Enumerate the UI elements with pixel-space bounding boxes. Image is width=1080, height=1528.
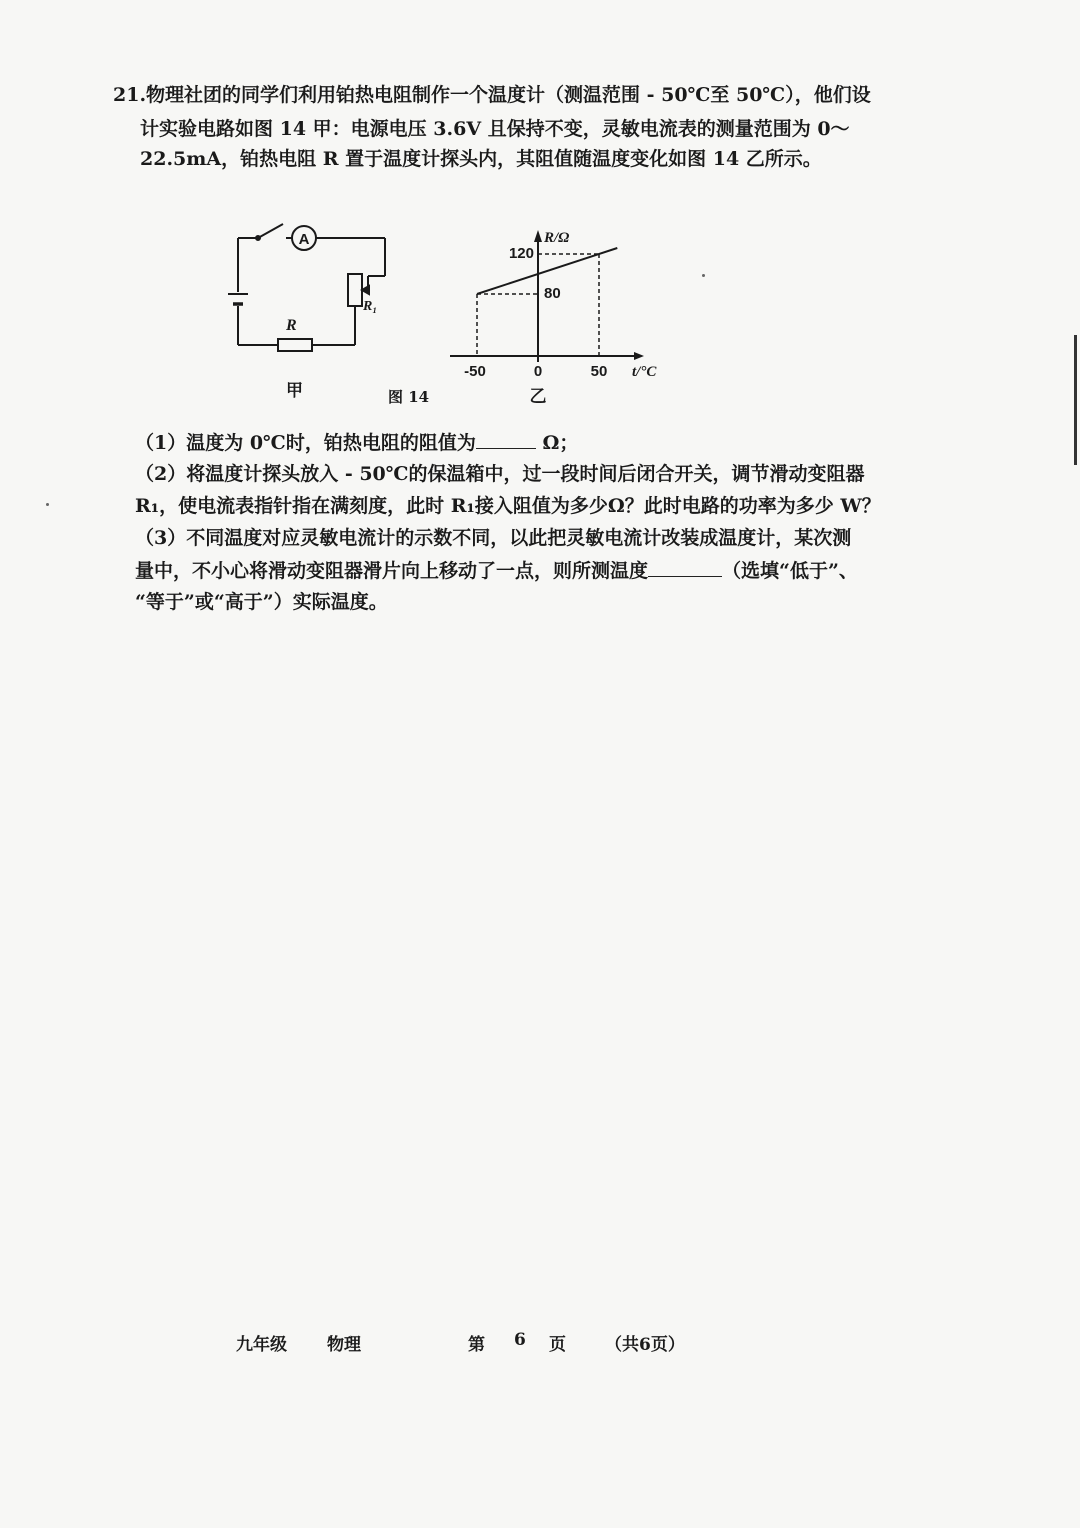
figure-number: 图 14 xyxy=(388,388,430,406)
slider-arrow-icon xyxy=(362,286,369,294)
scan-edge-mark xyxy=(1074,335,1077,465)
scan-speck xyxy=(702,274,705,277)
question-line-1: 21.物理社团的同学们利用铂热电阻制作一个温度计（测温范围 - 50℃至 50℃），他们设 xyxy=(113,84,871,106)
answer-blank-1[interactable] xyxy=(476,426,536,449)
rheostat-label: R₁ xyxy=(363,299,378,314)
x-axis-arrow-icon xyxy=(634,352,644,360)
resistor-label: R xyxy=(286,317,297,334)
ammeter-label: A xyxy=(298,231,310,248)
footer-page-number: 6 xyxy=(514,1330,526,1350)
y-tick-label-80: 80 xyxy=(544,285,561,302)
resistance-temperature-graph xyxy=(450,230,657,407)
subquestion-3-line-3: “等于”或“高于”）实际温度。 xyxy=(135,591,388,613)
graph-caption: 乙 xyxy=(529,387,547,407)
footer-total-pages: （共6页） xyxy=(605,1335,685,1355)
figure-14 xyxy=(228,212,688,412)
resistor-icon xyxy=(278,339,312,351)
subquestion-3-options: （选填“低于”、 xyxy=(722,560,858,582)
footer-subject: 物理 xyxy=(327,1335,361,1355)
scan-speck xyxy=(46,503,49,506)
footer-page-suffix: 页 xyxy=(549,1335,566,1355)
y-tick-label-120: 120 xyxy=(508,245,534,262)
subquestion-2-line-2: R₁，使电流表指针指在满刻度，此时 R₁接入阻值为多少Ω？此时电路的功率为多少 W？ xyxy=(135,495,881,517)
subquestion-1 xyxy=(135,426,578,459)
answer-blank-3[interactable] xyxy=(648,554,722,577)
switch-icon xyxy=(258,224,283,238)
question-line-3: 22.5mA，铂热电阻 R 置于温度计探头内，其阻值随温度变化如图 14 乙所示。 xyxy=(140,148,822,170)
y-axis-label: R/Ω xyxy=(544,230,570,246)
subquestion-3-text: 量中，不小心将滑动变阻器滑片向上移动了一点，则所测温度 xyxy=(135,560,649,582)
rheostat-icon xyxy=(348,274,362,306)
x-tick-label-neg50: -50 xyxy=(464,363,486,380)
subquestion-1-text: （1）温度为 0℃时，铂热电阻的阻值为 xyxy=(135,432,476,454)
footer-page-prefix: 第 xyxy=(468,1335,485,1355)
footer-grade: 九年级 xyxy=(236,1335,287,1355)
x-axis-label: t/°C xyxy=(632,364,657,380)
subquestion-3-line-1: （3）不同温度对应灵敏电流计的示数不同，以此把灵敏电流计改装成温度计，某次测 xyxy=(135,527,852,549)
subquestion-3-line-2 xyxy=(135,554,858,587)
circuit-caption: 甲 xyxy=(286,381,303,401)
question-line-2: 计实验电路如图 14 甲：电源电压 3.6V 且保持不变，灵敏电流表的测量范围为 0～ xyxy=(140,118,850,140)
y-axis-arrow-icon xyxy=(534,230,542,242)
subquestion-2-line-1: （2）将温度计探头放入 - 50℃的保温箱中，过一段时间后闭合开关，调节滑动变阻器 xyxy=(135,463,865,485)
subquestion-1-unit: Ω； xyxy=(535,432,579,454)
x-tick-label-0: 0 xyxy=(533,363,543,380)
x-tick-label-50: 50 xyxy=(590,363,608,380)
